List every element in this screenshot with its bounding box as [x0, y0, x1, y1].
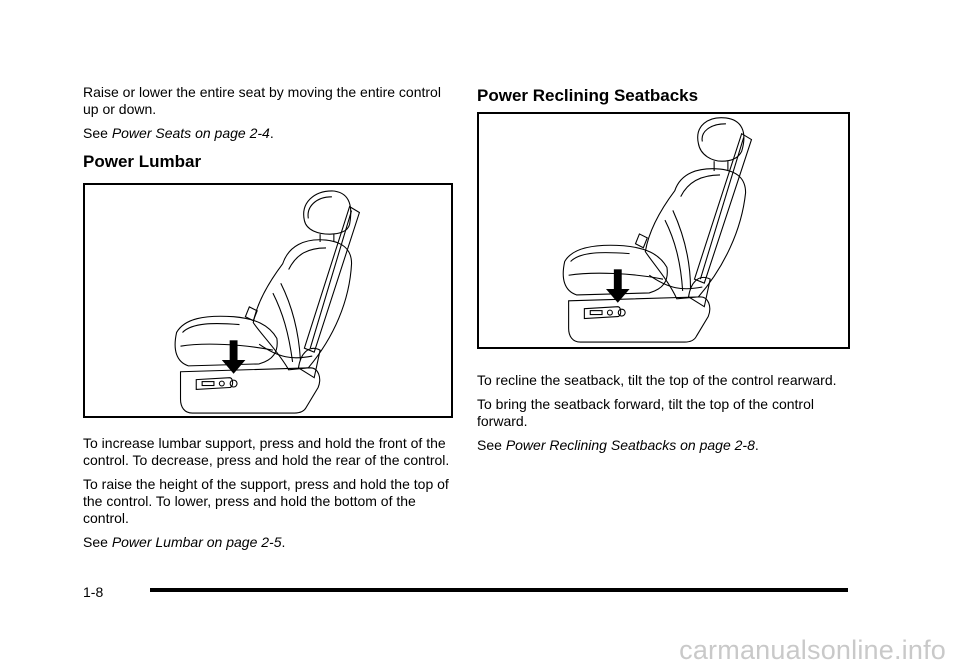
- lumbar-para-1: To increase lumbar support, press and hold the front of the control. To decrease, press and hold the rear of the control.: [83, 435, 450, 468]
- right-column: [477, 84, 847, 461]
- see-power-seats: See Power Seats on page 2-4.: [83, 125, 274, 141]
- heading-power-reclining: Power Reclining Seatbacks: [477, 86, 699, 105]
- heading-power-lumbar: Power Lumbar: [83, 152, 202, 171]
- seat-illustration: [85, 185, 451, 416]
- see-power-lumbar-link[interactable]: Power Lumbar on page 2-5: [111, 534, 282, 550]
- intro-text: Raise or lower the entire seat by moving the entire control up or down.: [83, 84, 441, 117]
- see-power-reclining: See Power Reclining Seatbacks on page 2-8.: [477, 437, 759, 453]
- figure-power-lumbar: [83, 183, 453, 418]
- page-number: 1-8: [83, 584, 104, 600]
- figure-power-reclining: [477, 112, 850, 349]
- see-power-lumbar: See Power Lumbar on page 2-5.: [83, 534, 286, 550]
- see-power-seats-link[interactable]: Power Seats on page 2-4: [111, 125, 270, 141]
- watermark-text: carmanualsonline.info: [679, 635, 946, 665]
- recline-para-2: To bring the seatback forward, tilt the top of the control forward.: [477, 396, 814, 429]
- lumbar-para-2: To raise the height of the support, press and hold the top of the control. To lower, press and hold the bottom of the control.: [83, 476, 449, 526]
- see-power-reclining-link[interactable]: Power Reclining Seatbacks on page 2-8: [505, 437, 755, 453]
- reclining-seat-illustration: [479, 114, 848, 347]
- recline-para-1: To recline the seatback, tilt the top of the control rearward.: [477, 372, 837, 388]
- left-column: [83, 84, 453, 558]
- footer-rule: [150, 588, 848, 592]
